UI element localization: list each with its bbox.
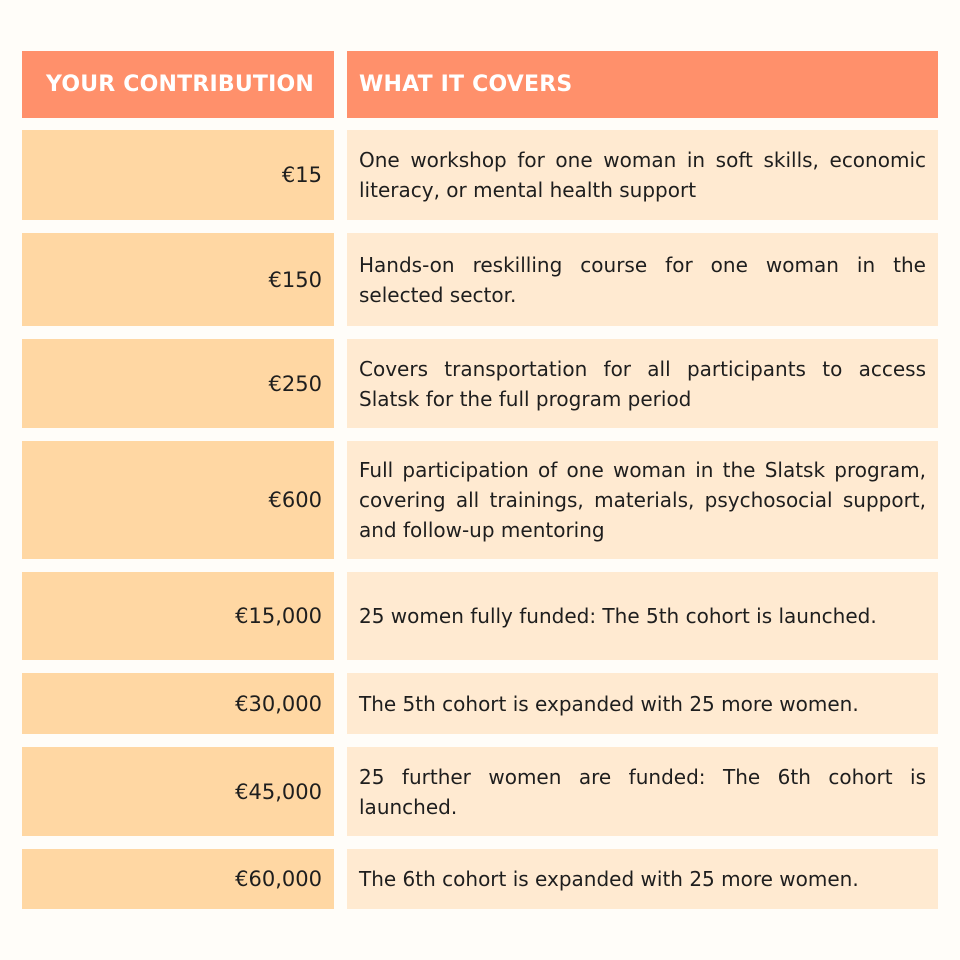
contribution-amount: €60,000 — [22, 849, 334, 909]
contribution-amount: €15 — [22, 130, 334, 220]
table-row — [22, 747, 938, 836]
coverage-description — [347, 572, 938, 660]
coverage-description — [347, 673, 938, 734]
coverage-description — [347, 747, 938, 836]
table-row — [22, 441, 938, 559]
coverage-text: Hands-on reskilling course for one woman in the selected sector. — [359, 252, 926, 307]
contribution-amount: €150 — [22, 233, 334, 326]
header-contribution: YOUR CONTRIBUTION — [22, 51, 334, 118]
table-row — [22, 673, 938, 734]
table-row — [22, 849, 938, 909]
contribution-amount: €30,000 — [22, 673, 334, 734]
table-header — [22, 51, 938, 118]
coverage-description — [347, 339, 938, 428]
header-what-it-covers: WHAT IT COVERS — [347, 51, 938, 118]
coverage-description — [347, 233, 938, 326]
coverage-text: The 5th cohort is expanded with 25 more women. — [359, 691, 859, 716]
contribution-amount: €45,000 — [22, 747, 334, 836]
contribution-amount: €600 — [22, 441, 334, 559]
table-row — [22, 572, 938, 660]
coverage-description — [347, 130, 938, 220]
coverage-description — [347, 849, 938, 909]
coverage-text: Covers transportation for all participants to access Slatsk for the full program period — [359, 356, 926, 411]
coverage-description — [347, 441, 938, 559]
coverage-text: Full participation of one woman in the Slatsk program, covering all trainings, materials, psychosocial support, and follow-up mentoring — [359, 458, 926, 542]
table-row — [22, 339, 938, 428]
table-row — [22, 130, 938, 220]
coverage-text: 25 women fully funded: The 5th cohort is launched. — [359, 604, 877, 628]
coverage-text: One workshop for one woman in soft skills, economic literacy, or mental health support — [359, 148, 926, 202]
contribution-amount: €250 — [22, 339, 334, 428]
coverage-text: 25 further women are funded: The 6th cohort is launched. — [359, 764, 926, 819]
coverage-text: The 6th cohort is expanded with 25 more women. — [359, 867, 859, 891]
table-row — [22, 233, 938, 326]
contribution-amount: €15,000 — [22, 572, 334, 660]
